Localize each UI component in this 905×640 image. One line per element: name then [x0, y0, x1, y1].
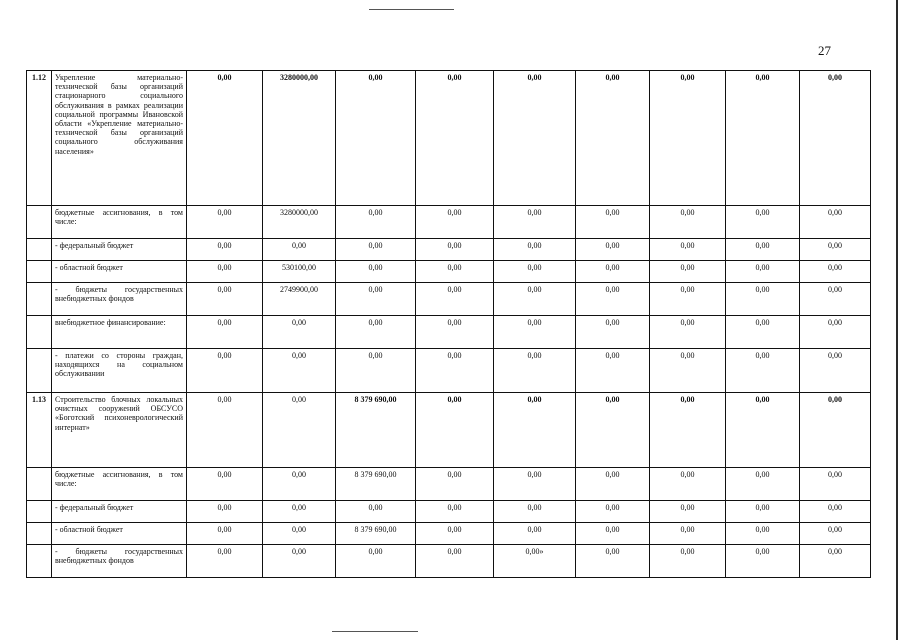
row-description: - бюджеты государственных внебюджетных фондов: [52, 283, 187, 316]
value-cell: 0,00: [494, 501, 576, 523]
budget-table: [26, 70, 871, 578]
value-cell: 530100,00: [263, 261, 336, 283]
value-cell: 0,00: [416, 71, 494, 206]
value-cell: 0,00: [726, 349, 800, 393]
value-cell: 0,00: [336, 71, 416, 206]
row-number: [27, 523, 52, 545]
value-cell: 0,00: [263, 239, 336, 261]
row-description: внебюджетное финансирование:: [52, 316, 187, 349]
value-cell: 0,00: [416, 501, 494, 523]
value-cell: 0,00: [494, 71, 576, 206]
value-cell: 0,00: [416, 545, 494, 578]
value-cell: 0,00: [650, 283, 726, 316]
table-row: [27, 261, 871, 283]
section-row: [27, 393, 871, 468]
value-cell: 0,00: [416, 239, 494, 261]
value-cell: 0,00: [187, 206, 263, 239]
value-cell: 0,00: [800, 316, 871, 349]
row-number: [27, 316, 52, 349]
value-cell: 0,00: [416, 349, 494, 393]
value-cell: 0,00: [187, 501, 263, 523]
row-description: - областной бюджет: [52, 261, 187, 283]
value-cell: 0,00: [650, 206, 726, 239]
value-cell: 0,00: [800, 545, 871, 578]
value-cell: 0,00: [263, 468, 336, 501]
row-description: бюджетные ассигнования, в том числе:: [52, 468, 187, 501]
value-cell: 0,00: [576, 206, 650, 239]
value-cell: 0,00: [726, 283, 800, 316]
value-cell: 3280000,00: [263, 71, 336, 206]
value-cell: 0,00: [576, 283, 650, 316]
value-cell: 0,00: [263, 316, 336, 349]
row-number: [27, 501, 52, 523]
table-row: [27, 523, 871, 545]
value-cell: 0,00: [187, 393, 263, 468]
value-cell: 0,00: [576, 501, 650, 523]
value-cell: 0,00: [726, 501, 800, 523]
row-description: Строительство блочных локальных очистных сооружений ОБСУСО «Боготский психоневрологический интернат»: [52, 393, 187, 468]
value-cell: 0,00: [800, 283, 871, 316]
table-row: [27, 206, 871, 239]
value-cell: 0,00: [576, 316, 650, 349]
top-rule: [369, 9, 454, 10]
table-row: [27, 316, 871, 349]
value-cell: 2749900,00: [263, 283, 336, 316]
row-description: - платежи со стороны граждан, находящихся на социальном обслуживании: [52, 349, 187, 393]
value-cell: 0,00: [263, 349, 336, 393]
value-cell: 0,00: [726, 316, 800, 349]
value-cell: 0,00: [494, 239, 576, 261]
table-row: [27, 283, 871, 316]
row-number: [27, 206, 52, 239]
row-number: 1.13: [27, 393, 52, 468]
value-cell: 0,00: [416, 261, 494, 283]
value-cell: 0,00: [416, 523, 494, 545]
value-cell: 0,00: [650, 349, 726, 393]
value-cell: 0,00: [187, 316, 263, 349]
row-description: бюджетные ассигнования, в том числе:: [52, 206, 187, 239]
value-cell: 0,00: [650, 71, 726, 206]
row-description: Укрепление материально-технической базы организаций стационарного социального обслуживания в рамках реализации социальной программы Ивановской области «Укрепление материально-технической базы организаций социального обслуживания населения»: [52, 71, 187, 206]
value-cell: 3280000,00: [263, 206, 336, 239]
value-cell: 0,00: [576, 239, 650, 261]
value-cell: 0,00: [494, 206, 576, 239]
page-number: 27: [818, 43, 831, 58]
value-cell: 0,00: [494, 316, 576, 349]
value-cell: 0,00: [576, 468, 650, 501]
value-cell: 0,00: [336, 349, 416, 393]
value-cell: 0,00: [576, 393, 650, 468]
value-cell: 0,00: [726, 393, 800, 468]
value-cell: 8 379 690,00: [336, 523, 416, 545]
value-cell: 0,00: [650, 316, 726, 349]
value-cell: 0,00: [263, 545, 336, 578]
value-cell: 0,00: [800, 349, 871, 393]
row-description: - областной бюджет: [52, 523, 187, 545]
value-cell: 0,00: [650, 545, 726, 578]
value-cell: 8 379 690,00: [336, 468, 416, 501]
value-cell: 0,00: [800, 239, 871, 261]
value-cell: 0,00: [336, 283, 416, 316]
value-cell: 0,00: [336, 501, 416, 523]
value-cell: 0,00: [576, 545, 650, 578]
table-row: [27, 239, 871, 261]
value-cell: 0,00: [187, 261, 263, 283]
value-cell: 0,00: [187, 239, 263, 261]
value-cell: 0,00: [726, 206, 800, 239]
value-cell: 8 379 690,00: [336, 393, 416, 468]
row-description: - бюджеты государственных внебюджетных фондов: [52, 545, 187, 578]
value-cell: 0,00: [336, 545, 416, 578]
value-cell: 0,00: [416, 206, 494, 239]
value-cell: 0,00: [187, 468, 263, 501]
row-description: - федеральный бюджет: [52, 239, 187, 261]
table-body: [27, 71, 871, 578]
row-number: [27, 349, 52, 393]
value-cell: 0,00: [650, 501, 726, 523]
value-cell: 0,00: [800, 468, 871, 501]
value-cell: 0,00: [726, 523, 800, 545]
value-cell: 0,00: [726, 239, 800, 261]
value-cell: 0,00: [650, 393, 726, 468]
value-cell: 0,00: [416, 468, 494, 501]
row-number: [27, 545, 52, 578]
value-cell: 0,00: [187, 523, 263, 545]
value-cell: 0,00: [576, 261, 650, 283]
value-cell: 0,00: [187, 283, 263, 316]
value-cell: 0,00: [650, 261, 726, 283]
value-cell: 0,00: [576, 71, 650, 206]
value-cell: 0,00: [726, 261, 800, 283]
row-number: [27, 283, 52, 316]
value-cell: 0,00: [263, 393, 336, 468]
value-cell: 0,00: [726, 71, 800, 206]
table-row: [27, 349, 871, 393]
value-cell: 0,00: [336, 206, 416, 239]
value-cell: 0,00: [416, 316, 494, 349]
value-cell: 0,00: [576, 349, 650, 393]
bottom-rule: [332, 631, 418, 632]
value-cell: 0,00: [800, 523, 871, 545]
value-cell: 0,00: [800, 261, 871, 283]
value-cell: 0,00: [800, 71, 871, 206]
value-cell: 0,00: [416, 393, 494, 468]
value-cell: 0,00: [416, 283, 494, 316]
value-cell: 0,00: [494, 523, 576, 545]
value-cell: 0,00: [576, 523, 650, 545]
value-cell: 0,00: [336, 239, 416, 261]
value-cell: 0,00»: [494, 545, 576, 578]
row-number: [27, 261, 52, 283]
value-cell: 0,00: [726, 545, 800, 578]
value-cell: 0,00: [336, 261, 416, 283]
value-cell: 0,00: [800, 501, 871, 523]
row-description: - федеральный бюджет: [52, 501, 187, 523]
value-cell: 0,00: [187, 349, 263, 393]
value-cell: 0,00: [263, 501, 336, 523]
table-row: [27, 545, 871, 578]
table-row: [27, 501, 871, 523]
value-cell: 0,00: [187, 71, 263, 206]
value-cell: 0,00: [494, 283, 576, 316]
value-cell: 0,00: [494, 468, 576, 501]
value-cell: 0,00: [336, 316, 416, 349]
row-number: 1.12: [27, 71, 52, 206]
row-number: [27, 239, 52, 261]
row-number: [27, 468, 52, 501]
value-cell: 0,00: [494, 349, 576, 393]
value-cell: 0,00: [494, 393, 576, 468]
scan-edge: [896, 0, 898, 640]
value-cell: 0,00: [187, 545, 263, 578]
section-row: [27, 71, 871, 206]
value-cell: 0,00: [263, 523, 336, 545]
value-cell: 0,00: [650, 239, 726, 261]
value-cell: 0,00: [800, 393, 871, 468]
table-row: [27, 468, 871, 501]
value-cell: 0,00: [800, 206, 871, 239]
value-cell: 0,00: [726, 468, 800, 501]
value-cell: 0,00: [494, 261, 576, 283]
value-cell: 0,00: [650, 468, 726, 501]
value-cell: 0,00: [650, 523, 726, 545]
